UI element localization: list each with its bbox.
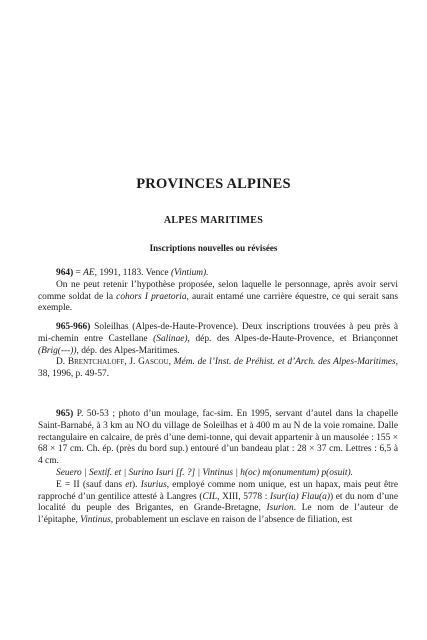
text-run: , XIII, 5778 : bbox=[217, 491, 270, 502]
text-run: Vintinus bbox=[80, 515, 111, 526]
text-run: CIL bbox=[202, 491, 218, 502]
entry-965-966-citation bbox=[38, 357, 398, 381]
citation-title: Mém. de l’Inst. de Préhist. et d’Arch. des Alpes-Maritimes bbox=[173, 357, 396, 368]
text-run: = bbox=[73, 268, 84, 278]
sub-title: Inscriptions nouvelles ou révisées bbox=[149, 243, 278, 253]
text-run: , probablement un esclave en raison de l’absence de filiation, est bbox=[110, 515, 353, 526]
text-run: , employé comme nom unique, est un hapax, mais peut être rapproché d’un gentilice attesté à Langres ( bbox=[38, 479, 398, 502]
text-run: Isurion bbox=[266, 503, 294, 514]
text-run: D. bbox=[56, 357, 68, 368]
entry-965-966-intro bbox=[38, 322, 398, 357]
text-run: AE bbox=[83, 268, 95, 278]
citation-author: Gascou bbox=[138, 357, 169, 368]
entry-number: 965) bbox=[56, 409, 74, 419]
citation-author: Brentchaloff bbox=[67, 357, 125, 368]
entry-964 bbox=[38, 268, 398, 315]
entry-964-reference bbox=[38, 268, 398, 280]
text-run: (Brig(---)) bbox=[38, 345, 77, 356]
section-title: ALPES MARITIMES bbox=[163, 215, 264, 226]
entry-964-body bbox=[38, 280, 398, 315]
text-run: Isur(ia) Flau(a) bbox=[270, 491, 330, 502]
text-run: et bbox=[125, 479, 133, 490]
text-run: On ne peut retenir l’hypothèse proposée, selon laquelle le personnage, après avoir servi comme soldat de la bbox=[38, 279, 398, 302]
chapter-title: PROVINCES ALPINES bbox=[136, 176, 291, 192]
entry-965-commentary bbox=[38, 480, 398, 527]
text-run: . Le nom de l’auteur de l’épitaphe, bbox=[38, 503, 399, 526]
entry-965 bbox=[38, 409, 398, 527]
text-run: ) et du nom d’une localité du peuple des Brigantes, en Grande-Bretagne, bbox=[38, 491, 398, 514]
text-run: , bbox=[168, 357, 174, 368]
text-run: (Salinae) bbox=[153, 333, 188, 344]
entry-965-description bbox=[38, 409, 398, 468]
text-run: ). bbox=[132, 479, 141, 490]
text-run: Isurius bbox=[140, 479, 167, 490]
text-run: E = II (sauf dans bbox=[56, 479, 126, 490]
text-run: P. 50-53 ; photo d’un moulage, fac-sim. En 1995, servant d’autel dans la chapelle Saint-Barnabé, à 3 km au NO du village de Soleilhas et à 400 m au N de la voie romaine. Dalle rectangulaire en calcaire, de près d’une demi-tonne, qui devait appartenir à un mausolée : 155 × 68 × 17 cm. Ch. ép. (près du bord sup.) entouré d’un bandeau plat : 28 × 37 cm. Lettres : 6,5 à 4 cm. bbox=[38, 409, 398, 467]
text-run: (Vintium). bbox=[170, 268, 209, 278]
text-run: , aurait entamé une carrière équestre, ce qui serait sans exemple. bbox=[38, 291, 399, 314]
text-run: , dép. des Alpes-Maritimes. bbox=[76, 345, 180, 356]
text-run: , J. bbox=[124, 357, 139, 368]
text-run: , dép. des Alpes-de-Haute-Provence, et Briançonnet bbox=[187, 333, 398, 344]
entry-965-966 bbox=[38, 322, 398, 381]
inscription-text: Seuero | Sextif. et | Surino Isuri [f. ?] | Vintinus | h(oc) m(onumentum) p(osuit). bbox=[56, 467, 353, 478]
entry-number: 964) bbox=[56, 268, 74, 278]
text-run: , 38, 1996, p. 49-57. bbox=[38, 357, 398, 380]
text-run: cohors I praetoria bbox=[116, 291, 187, 302]
text-run: Soleilhas (Alpes-de-Haute-Provence). Deux inscriptions trouvées à peu près à mi-chemin entre Castellane bbox=[38, 322, 398, 344]
text-run: , 1991, 1183. Vence bbox=[94, 268, 171, 278]
entry-number: 965-966) bbox=[56, 322, 91, 332]
